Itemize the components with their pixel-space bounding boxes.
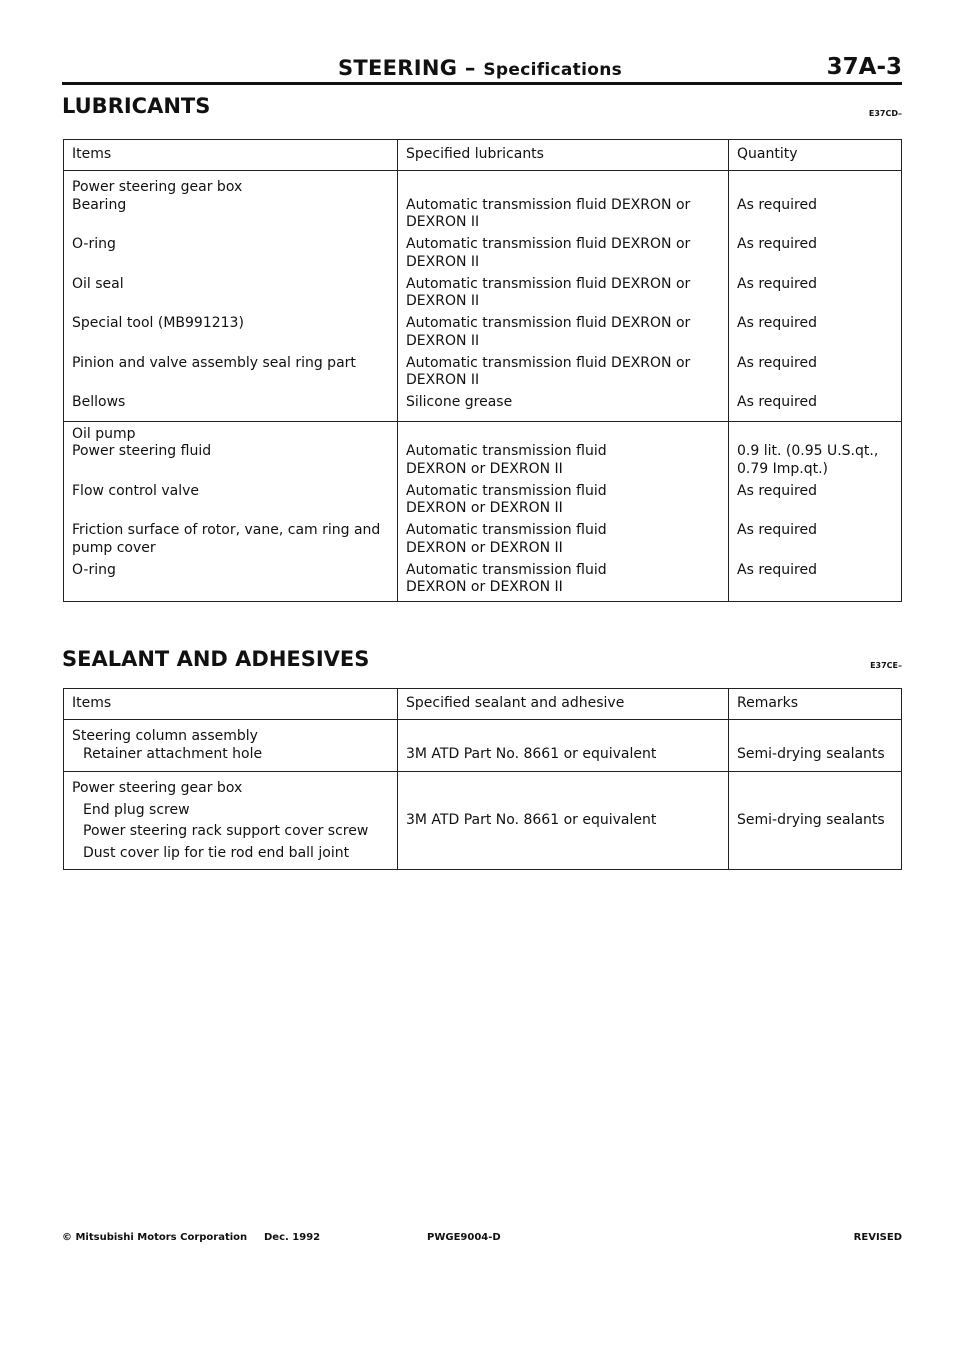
lubricant-cell: Automatic transmission fluid DEXRON or DEXRON II: [398, 236, 729, 276]
table-header-row: [64, 689, 902, 720]
quantity-cell: As required: [729, 483, 902, 523]
quantity-cell: As required: [729, 236, 902, 276]
item-cell: O-ring: [64, 562, 398, 602]
sealants-title: SEALANT AND ADHESIVES: [62, 647, 370, 671]
quantity-cell: As required: [729, 562, 902, 602]
table-row: [64, 355, 902, 395]
quantity-cell: As required: [729, 394, 902, 421]
sealants-table: [63, 688, 902, 870]
item-cell: O-ring: [64, 236, 398, 276]
footer-date: Dec. 1992: [264, 1232, 321, 1243]
lubricant-cell: Automatic transmission fluid DEXRON or DEXRON II: [398, 276, 729, 316]
item-cell: Bellows: [64, 394, 398, 421]
column-header: Specified lubricants: [398, 140, 729, 171]
table-row: [64, 236, 902, 276]
group-label: Power steering gear box: [72, 780, 243, 796]
item-cell: [64, 720, 398, 772]
spec-cell: 3M ATD Part No. 8661 or equivalent: [398, 720, 729, 772]
table-row: [64, 562, 902, 602]
header-title-separator: –: [464, 56, 476, 80]
column-header: Specified sealant and adhesive: [398, 689, 729, 720]
quantity-cell: As required: [729, 197, 902, 237]
quantity-cell: As required: [729, 276, 902, 316]
item-cell: Flow control valve: [64, 483, 398, 523]
lubricant-cell: Automatic transmission fluid DEXRON or DEXRON II: [398, 197, 729, 237]
item-cell: Bearing: [64, 197, 398, 237]
table-header-row: [64, 140, 902, 171]
table-row: [64, 276, 902, 316]
group-label-row: [64, 426, 902, 444]
lubricant-cell: Automatic transmission fluid DEXRON or DEXRON II: [398, 522, 729, 562]
lubricant-cell: Automatic transmission fluid DEXRON or DEXRON II: [398, 315, 729, 355]
lubricants-title: LUBRICANTS: [62, 94, 211, 118]
lubricant-cell: Automatic transmission fluid DEXRON or DEXRON II: [398, 483, 729, 523]
footer-status: REVISED: [853, 1232, 902, 1243]
header-title-sub: Specifications: [483, 60, 623, 80]
header-rule: [62, 82, 902, 85]
item-cell: Special tool (MB991213): [64, 315, 398, 355]
footer-copyright: © Mitsubishi Motors Corporation: [62, 1232, 248, 1243]
quantity-cell: As required: [729, 315, 902, 355]
column-header: Quantity: [729, 140, 902, 171]
table-row: [64, 315, 902, 355]
lubricant-cell: Automatic transmission fluid DEXRON or DEXRON II: [398, 355, 729, 395]
column-header: Items: [64, 140, 398, 171]
column-header: Items: [64, 689, 398, 720]
list-item: Retainer attachment hole: [83, 745, 263, 762]
column-header: Remarks: [729, 689, 902, 720]
list-item: Dust cover lip for tie rod end ball joint: [83, 844, 350, 861]
lubricants-code: E37CD–: [868, 109, 902, 118]
group-label-row: [64, 179, 902, 197]
group-label: Power steering gear box: [64, 179, 398, 197]
list-item: End plug screw: [83, 801, 190, 818]
quantity-cell: 0.9 lit. (0.95 U.S.qt., 0.79 Imp.qt.): [729, 443, 902, 483]
table-row: [64, 171, 902, 180]
header-title-main: STEERING: [337, 56, 458, 80]
item-cell: Friction surface of rotor, vane, cam ring and pump cover: [64, 522, 398, 562]
page-header-title: [0, 56, 960, 80]
group-label: Oil pump: [64, 426, 398, 444]
item-cell: Power steering fluid: [64, 443, 398, 483]
footer-doc-code: PWGE9004-D: [427, 1232, 501, 1243]
group-label: Steering column assembly: [72, 728, 258, 744]
lubricant-cell: Silicone grease: [398, 394, 729, 421]
table-row: [64, 483, 902, 523]
lubricant-cell: Automatic transmission fluid DEXRON or DEXRON II: [398, 443, 729, 483]
quantity-cell: As required: [729, 522, 902, 562]
table-row: [64, 443, 902, 483]
table-row: [64, 197, 902, 237]
remarks-cell: Semi-drying sealants: [729, 720, 902, 772]
item-cell: Pinion and valve assembly seal ring part: [64, 355, 398, 395]
lubricant-cell: Automatic transmission fluid DEXRON or DEXRON II: [398, 562, 729, 602]
quantity-cell: As required: [729, 355, 902, 395]
item-cell: Oil seal: [64, 276, 398, 316]
table-row: [64, 394, 902, 421]
list-item: Power steering rack support cover screw: [83, 823, 369, 839]
table-row: [64, 720, 902, 772]
page-number: 37A-3: [826, 54, 902, 80]
item-cell: [64, 772, 398, 870]
table-row: [64, 772, 902, 870]
lubricants-table: [63, 139, 902, 602]
spec-cell: 3M ATD Part No. 8661 or equivalent: [398, 772, 729, 870]
sealants-code: E37CE–: [870, 661, 902, 670]
table-row: [64, 522, 902, 562]
remarks-cell: Semi-drying sealants: [729, 772, 902, 870]
